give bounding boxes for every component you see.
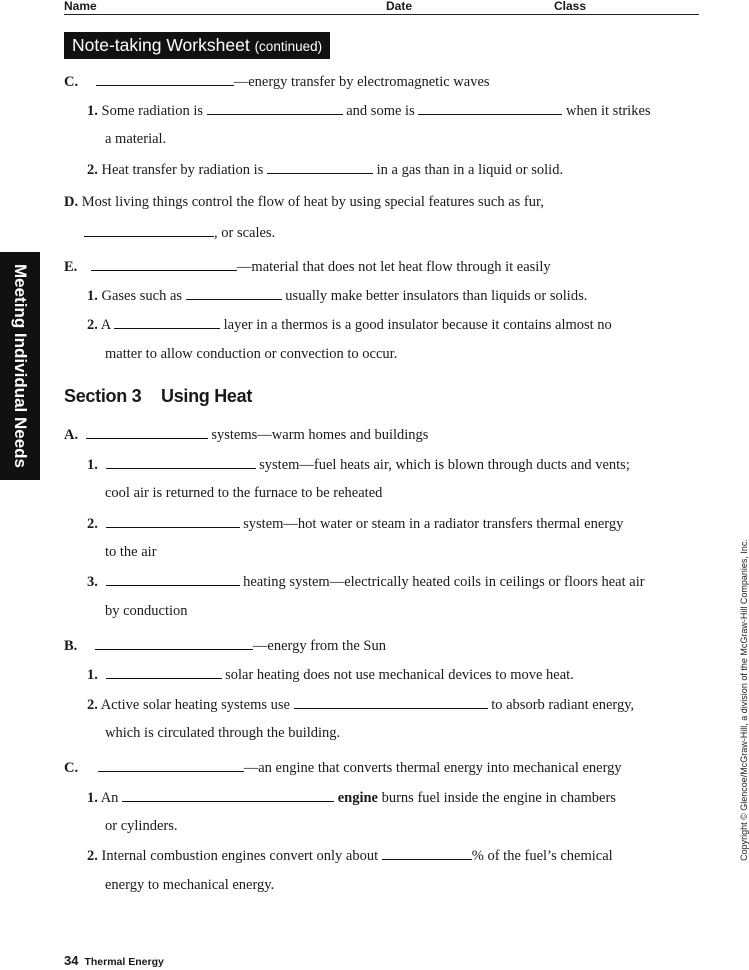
item-b2-continued: which is circulated through the building. [105, 725, 341, 741]
item-c1-engine: 1. An engine burns fuel inside the engine in chambers [87, 790, 616, 806]
item-e1: 1. Gases such as usually make better insulators than liquids or solids. [87, 288, 588, 304]
item-c-radiation: C. —energy transfer by electromagnetic waves [64, 74, 490, 90]
answer-blank[interactable] [267, 160, 373, 174]
side-tab-label: Meeting Individual Needs [11, 263, 30, 469]
answer-blank[interactable] [106, 665, 222, 679]
item-a2: 2. system—hot water or steam in a radiator transfers thermal energy [87, 516, 624, 532]
name-date-class-header [64, 0, 699, 15]
answer-blank[interactable] [207, 101, 343, 115]
item-e2: 2. A layer in a thermos is a good insulator because it contains almost no [87, 317, 612, 333]
answer-blank[interactable] [96, 72, 234, 86]
section-number: Section 3 [64, 386, 142, 406]
section-title: Using Heat [161, 386, 253, 406]
item-a2-continued: to the air [105, 544, 157, 560]
answer-blank[interactable] [382, 846, 472, 860]
item-c2-engine-continued: energy to mechanical energy. [105, 877, 275, 893]
answer-blank[interactable] [122, 788, 334, 802]
copyright-notice: Copyright © Glencoe/McGraw-Hill, a division of the McGraw-Hill Companies, Inc. [739, 539, 749, 861]
item-a1: 1. system—fuel heats air, which is blown through ducts and vents; [87, 457, 630, 473]
item-c1-continued: a material. [105, 131, 167, 147]
answer-blank[interactable] [106, 514, 240, 528]
worksheet-title [64, 32, 330, 59]
item-c2: 2. Heat transfer by radiation is in a gas than in a liquid or solid. [87, 162, 564, 178]
item-d-continued: , or scales. [84, 223, 275, 242]
answer-blank[interactable] [114, 315, 220, 329]
answer-blank[interactable] [106, 572, 240, 586]
item-a3: 3. heating system—electrically heated coils in ceilings or floors heat air [87, 574, 645, 590]
answer-blank[interactable] [84, 223, 214, 237]
item-e-insulator: E. —material that does not let heat flow through it easily [64, 259, 551, 275]
item-b1: 1. solar heating does not use mechanical devices to move heat. [87, 667, 574, 683]
answer-blank[interactable] [98, 758, 244, 772]
item-c-heat-engine: C. —an engine that converts thermal energy into mechanical energy [64, 760, 622, 776]
worksheet-title-sub: (continued) [254, 39, 323, 54]
item-c1-engine-continued: or cylinders. [105, 818, 178, 834]
item-c2-engine: 2. Internal combustion engines convert only about % of the fuel’s chemical [87, 848, 613, 864]
answer-blank[interactable] [86, 425, 208, 439]
item-a3-continued: by conduction [105, 603, 188, 619]
item-b-solar: B. —energy from the Sun [64, 638, 386, 654]
answer-blank[interactable] [186, 286, 282, 300]
answer-blank[interactable] [95, 636, 253, 650]
item-a1-continued: cool air is returned to the furnace to be reheated [105, 485, 383, 501]
name-label: Name [64, 0, 97, 13]
date-label: Date [386, 0, 413, 13]
answer-blank[interactable] [294, 695, 488, 709]
item-e2-continued: matter to allow conduction or convection to occur. [105, 346, 398, 362]
item-c1: 1. Some radiation is and some is when it strikes [87, 103, 651, 119]
answer-blank[interactable] [106, 455, 256, 469]
item-a-heating-systems: A. systems—warm homes and buildings [64, 427, 429, 443]
page-footer [64, 952, 164, 970]
item-b2: 2. Active solar heating systems use to absorb radiant energy, [87, 697, 635, 713]
item-d: D. Most living things control the flow of heat by using special features such as fur, [64, 194, 544, 210]
worksheet-title-main: Note-taking Worksheet [72, 35, 250, 55]
answer-blank[interactable] [91, 257, 237, 271]
answer-blank[interactable] [418, 101, 562, 115]
side-tab [0, 252, 40, 480]
page-number: 34 [64, 953, 79, 968]
class-label: Class [554, 0, 587, 13]
chapter-title: Thermal Energy [84, 956, 164, 968]
